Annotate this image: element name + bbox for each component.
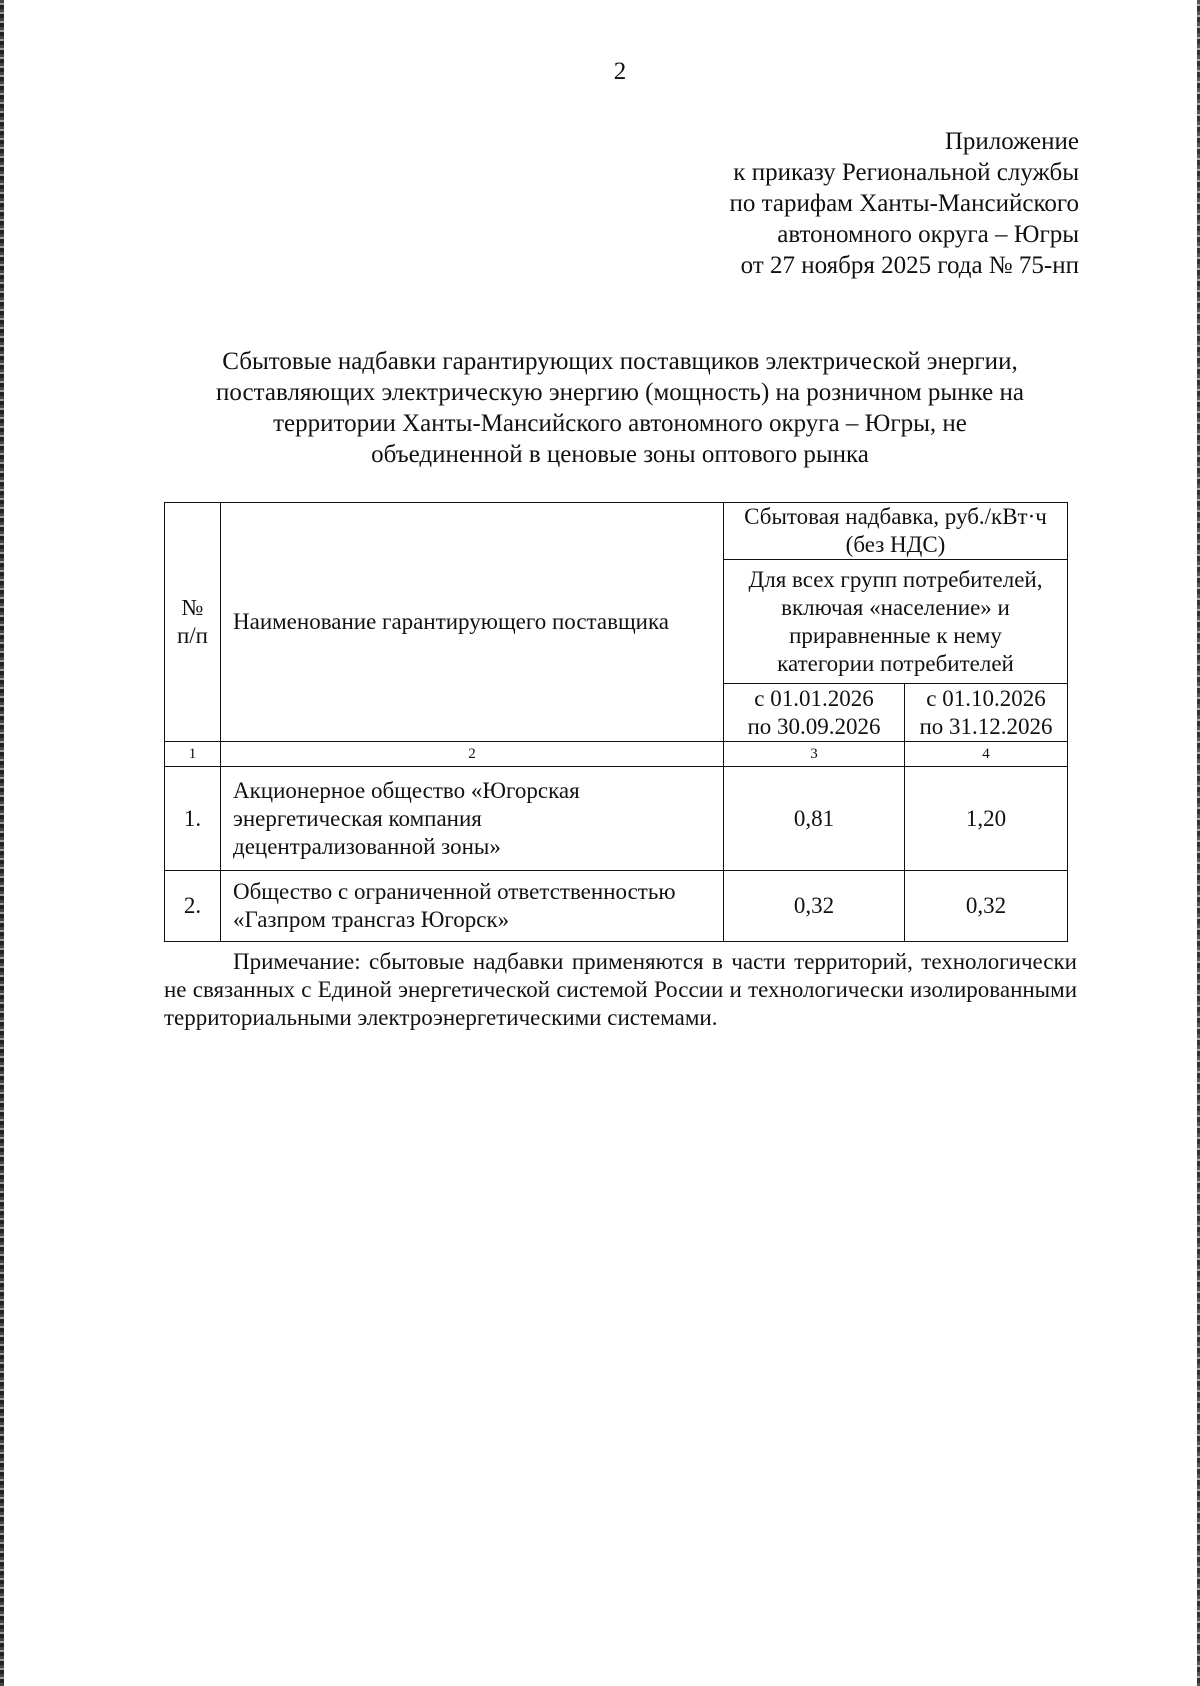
header-period-line: по 30.09.2026 (747, 713, 881, 739)
appendix-line: к приказу Региональной службы (733, 159, 1079, 186)
supplier-name-cell (221, 767, 724, 871)
title-line: поставляющих электрическую энергию (мощность) на розничном рынке на (216, 379, 1024, 406)
header-group-line: включая «население» и (781, 594, 1010, 620)
header-markup-cell (724, 503, 1068, 560)
appendix-line: от 27 ноября 2025 года № 75-нп (740, 252, 1079, 279)
column-index-row (165, 742, 1068, 767)
table-row (165, 871, 1068, 942)
header-row (165, 503, 1068, 560)
note-paragraph: Примечание: сбытовые надбавки применяются в части территорий, технологически не связанных с Единой энергетической системой России и технологически изолированными территориальными электроэнергетическими системами. (164, 949, 1077, 1030)
supplier-name-line: «Газпром трансгаз Югорск» (233, 907, 510, 932)
column-index: 4 (905, 742, 1068, 767)
header-period-line: с 01.01.2026 (754, 685, 874, 711)
header-group-line: категории потребителей (777, 650, 1014, 676)
column-index: 3 (724, 742, 905, 767)
header-period-line: с 01.10.2026 (926, 685, 1046, 711)
title-line: объединенной в ценовые зоны оптового рынка (371, 441, 869, 468)
supplier-name-line: Акционерное общество «Югорская (233, 777, 580, 803)
markup-period1: 0,32 (724, 871, 905, 942)
header-group-line: Для всех групп потребителей, (748, 566, 1043, 592)
supplier-name-cell (221, 871, 724, 942)
header-name-cell (221, 503, 724, 742)
header-period2-cell (905, 684, 1068, 742)
header-period-line: по 31.12.2026 (919, 713, 1053, 739)
scan-edge-left (0, 0, 4, 1686)
table-row (165, 767, 1068, 871)
title-line: Сбытовые надбавки гарантирующих поставщиков электрической энергии, (222, 348, 1018, 375)
header-name: Наименование гарантирующего поставщика (233, 609, 670, 634)
appendix-line: Приложение (944, 128, 1079, 155)
header-period1-cell (724, 684, 905, 742)
markup-period2: 1,20 (905, 767, 1068, 871)
supplier-name-line: энергетическая компания (233, 805, 482, 831)
row-number: 2. (165, 871, 221, 942)
appendix-line: автономного округа – Югры (777, 221, 1079, 248)
column-index: 2 (221, 742, 724, 767)
document-title (160, 346, 1080, 470)
header-markup-line: (без НДС) (845, 532, 946, 557)
markup-period2: 0,32 (905, 871, 1068, 942)
column-index: 1 (165, 742, 221, 767)
page-number: 2 (613, 58, 627, 85)
supplier-name-line: децентрализованной зоны» (233, 833, 501, 859)
appendix-block (730, 126, 1079, 281)
header-group-cell (724, 560, 1068, 684)
header-number-symbol: № (181, 595, 204, 620)
appendix-line: по тарифам Ханты-Мансийского (729, 190, 1079, 217)
title-line: территории Ханты-Мансийского автономного округа – Югры, не (273, 410, 967, 437)
header-markup-line: Сбытовая надбавка, руб./кВт·ч (744, 504, 1047, 529)
header-group-line: приравненные к нему (789, 622, 1002, 648)
header-number-abbr: п/п (176, 623, 208, 648)
header-number-cell (165, 503, 221, 742)
supplier-name-line: Общество с ограниченной ответственностью (233, 879, 676, 904)
row-number: 1. (165, 767, 221, 871)
markup-period1: 0,81 (724, 767, 905, 871)
tariff-table (164, 502, 1068, 942)
